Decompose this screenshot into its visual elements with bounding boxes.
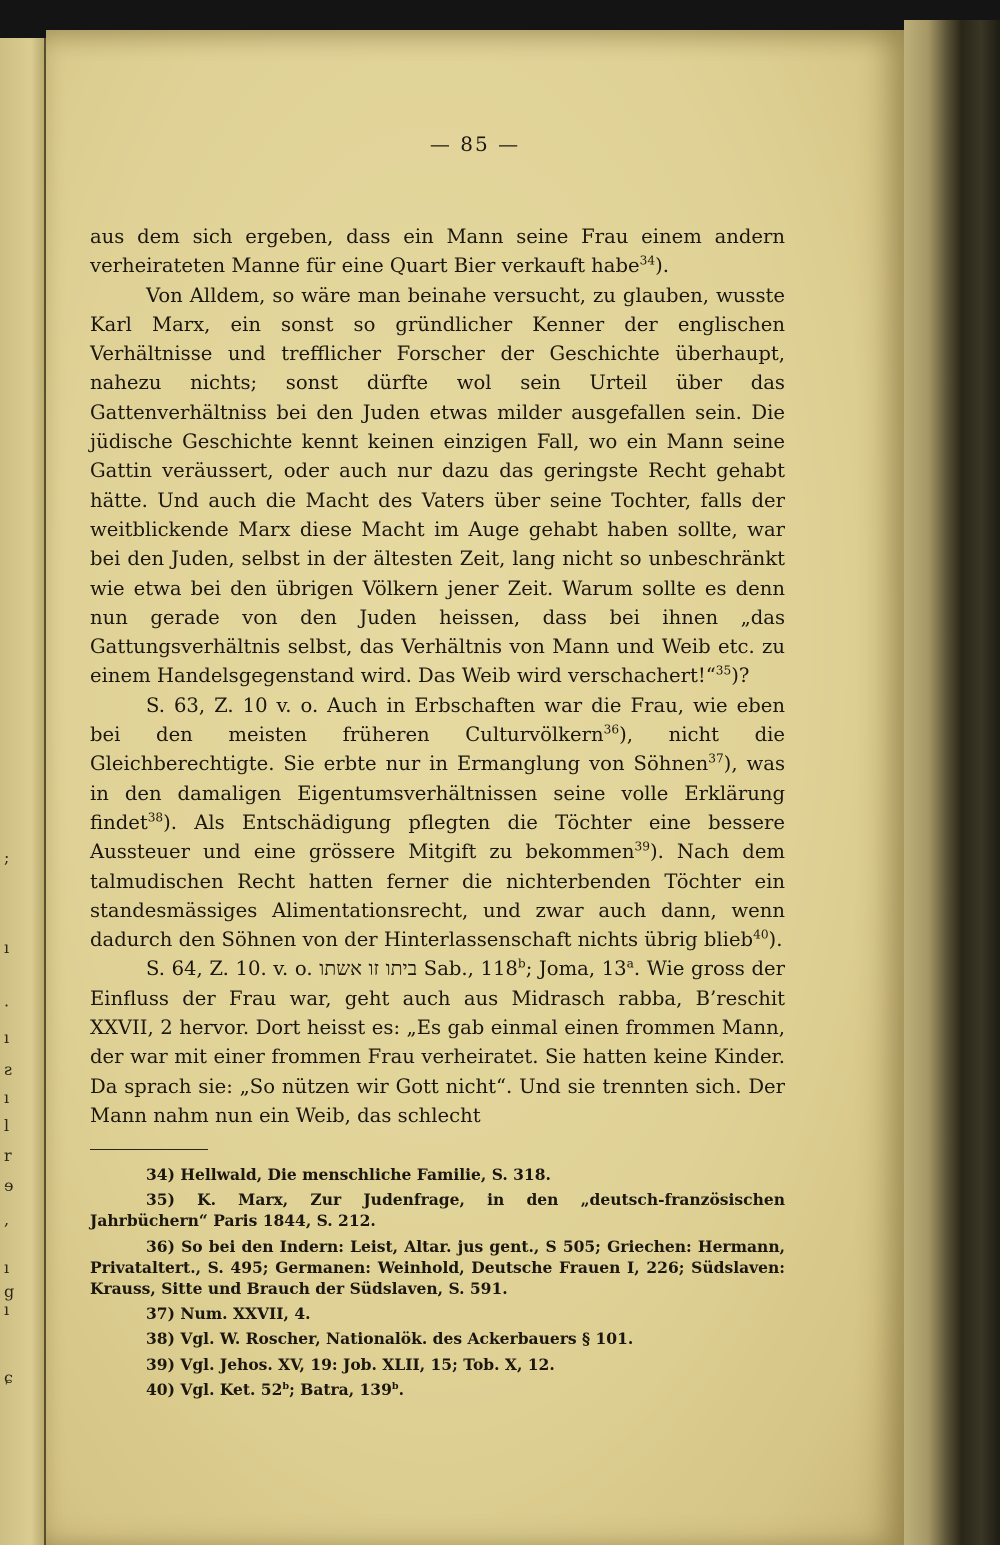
footnote — [90, 1379, 785, 1400]
book-page — [46, 30, 904, 1545]
text-run: . Wie gross der Einfluss der Frau war, geht auch aus Midrasch rabba, B’reschit XXVII, 2 hervor. Dort heisst es: „Es gab einmal einen frommen Mann, der war mit einer frommen Frau verheiratet. Sie hatten keine Kinder. Da sprach sie: „So nützen wir Gott nicht“. Und sie trennten sich. Der Mann nahm nun ein Weib, das schlecht — [90, 957, 785, 1127]
main-text — [90, 222, 785, 1130]
text-run: ). Nach dem talmudischen Recht hatten ferner die nichterbenden Töchter ein standesmässiges Alimentationsrecht, und zwar auch dann, wenn dadurch den Söhnen von der Hinterlassenschaft nichts übrig blieb — [90, 840, 786, 952]
margin-glyph: ; — [4, 848, 10, 867]
margin-glyph: g — [4, 1282, 15, 1301]
folio-side: b — [391, 1381, 399, 1393]
footnote-number: 36) — [146, 1236, 175, 1256]
footnote-number: 34) — [146, 1165, 175, 1184]
footnote-number: 39) — [146, 1354, 175, 1374]
paragraph — [90, 281, 785, 691]
footnote-text: Hellwald, Die menschliche Familie, S. 318. — [180, 1165, 551, 1184]
folio-side: b — [517, 957, 526, 972]
margin-glyph: ı — [4, 1028, 10, 1047]
footnote — [90, 1328, 785, 1349]
footnote — [90, 1354, 785, 1375]
margin-glyph: r — [4, 1146, 12, 1165]
margin-glyph: , — [4, 1210, 10, 1229]
footnote-text: Vgl. Jehos. XV, 19: Job. XLII, 15; Tob. X, 12. — [180, 1354, 555, 1374]
margin-glyph: · — [4, 996, 10, 1015]
previous-page-edge — [0, 38, 46, 1545]
text-run: S. 64, Z. 10. v. o. — [146, 957, 313, 981]
text-run: Von Alldem, so wäre man beinahe versucht, zu glauben, wusste Karl Marx, ein sonst so gründlicher Kenner der englischen Verhältnisse und trefflicher Forscher der Geschichte überhaupt, nahezu nichts; sonst dürfte wol sein Urteil über das Gattenverhältniss bei den Juden etwas milder ausgefallen sein. Die jüdische Geschichte kennt keinen einzigen Fall, wo ein Mann seine Gattin veräussert, oder auch nur dazu das geringste Recht gehabt hätte. Und auch die Macht des Vaters über seine Tochter, falls der weitblickende Marx diese Macht im Auge gehabt haben sollte, war bei den Juden, selbst in der ältesten Zeit, lang nicht so unbeschränkt wie etwa bei den übrigen Völkern jener Zeit. Warum sollte es denn nun gerade von den Juden heissen, dass bei ihnen „das Gattungsverhältnis selbst, das Verhältnis von Mann und Weib etc. zu einem Handelsgegenstand wird. Das Weib wird verschachert!“ — [90, 283, 785, 688]
text-run: Sab., 118 — [423, 957, 518, 981]
footnote-text: . — [398, 1379, 404, 1399]
footnote — [90, 1236, 785, 1300]
paragraph — [90, 954, 785, 1130]
footnote — [90, 1189, 785, 1231]
margin-glyph: ı — [4, 1300, 10, 1319]
footnote-ref: 39 — [634, 839, 650, 854]
text-run: ). — [655, 254, 669, 278]
margin-glyph: ı — [4, 938, 10, 957]
text-run: ; Joma, 13 — [525, 957, 627, 981]
margin-glyph: l — [4, 1116, 10, 1135]
hebrew-quote: ביתו זו אשתו — [319, 957, 418, 981]
margin-glyph: ɕ — [4, 1368, 13, 1387]
footnote-text: Vgl. Ket. 52 — [180, 1379, 283, 1399]
book-spine-edge — [904, 20, 1000, 1545]
footnote-number: 37) — [146, 1304, 175, 1324]
footnote-text: ; Batra, 139 — [289, 1379, 392, 1399]
footnote-text: Vgl. W. Roscher, Nationalök. des Ackerbauers § 101. — [180, 1329, 634, 1349]
text-run: S. 63, Z. 10 v. o. Auch in Erbschaften war die Frau, wie eben bei den meisten früheren Culturvölkern — [90, 693, 785, 747]
margin-glyph: ƨ — [4, 1060, 13, 1079]
footnote-number: 40) — [146, 1379, 175, 1399]
text-run: ), nicht die Gleichberechtigte. Sie erbte nur in Ermanglung von Söhnen — [90, 723, 785, 776]
footnote-text: K. Marx, Zur Judenfrage, in den „deutsch-französischen Jahrbüchern“ Paris 1844, S. 212. — [90, 1190, 785, 1231]
footnotes — [90, 1164, 785, 1404]
margin-glyph: ı — [4, 1258, 10, 1277]
text-run: ). Als Entschädigung pflegten die Töchter eine bessere Aussteuer und eine grössere Mitgift zu bekommen — [90, 810, 785, 864]
footnote-ref: 38 — [147, 810, 164, 825]
text-run: ). — [768, 928, 783, 952]
footnote-number: 35) — [146, 1190, 175, 1210]
paragraph — [90, 691, 785, 955]
footnote-text: So bei den Indern: Leist, Altar. jus gent., S 505; Griechen: Hermann, Privataltert., S. 495; Germanen: Weinhold, Deutsche Frauen I, 226; Südslaven: Krauss, Sitte und Brauch der Südslaven, S. 591. — [90, 1236, 785, 1299]
footnote-number: 38) — [146, 1329, 175, 1349]
folio-side: a — [626, 957, 634, 972]
footnote-text: Num. XXVII, 4. — [180, 1304, 311, 1324]
text-run: ), was in den damaligen Eigentumsverhältnissen seine volle Erklärung findet — [90, 752, 786, 834]
footnote-ref: 34 — [639, 254, 656, 269]
folio-side: b — [282, 1381, 290, 1393]
footnote-ref: 37 — [708, 752, 724, 767]
margin-glyph: ɘ — [4, 1176, 14, 1195]
footnote — [90, 1303, 785, 1324]
paragraph — [90, 222, 785, 281]
footnote-ref: 40 — [753, 927, 769, 942]
footnote-ref: 36 — [603, 722, 620, 737]
margin-glyph: ı — [4, 1088, 10, 1107]
footnote — [90, 1164, 785, 1185]
text-run: aus dem sich ergeben, dass ein Mann seine Frau einem andern verheirateten Manne für eine Quart Bier verkauft habe — [90, 225, 785, 278]
footnote-ref: 35 — [715, 664, 732, 679]
page-number: — 85 — — [429, 132, 521, 156]
text-run: )? — [731, 664, 750, 688]
footnote-divider — [90, 1149, 208, 1150]
